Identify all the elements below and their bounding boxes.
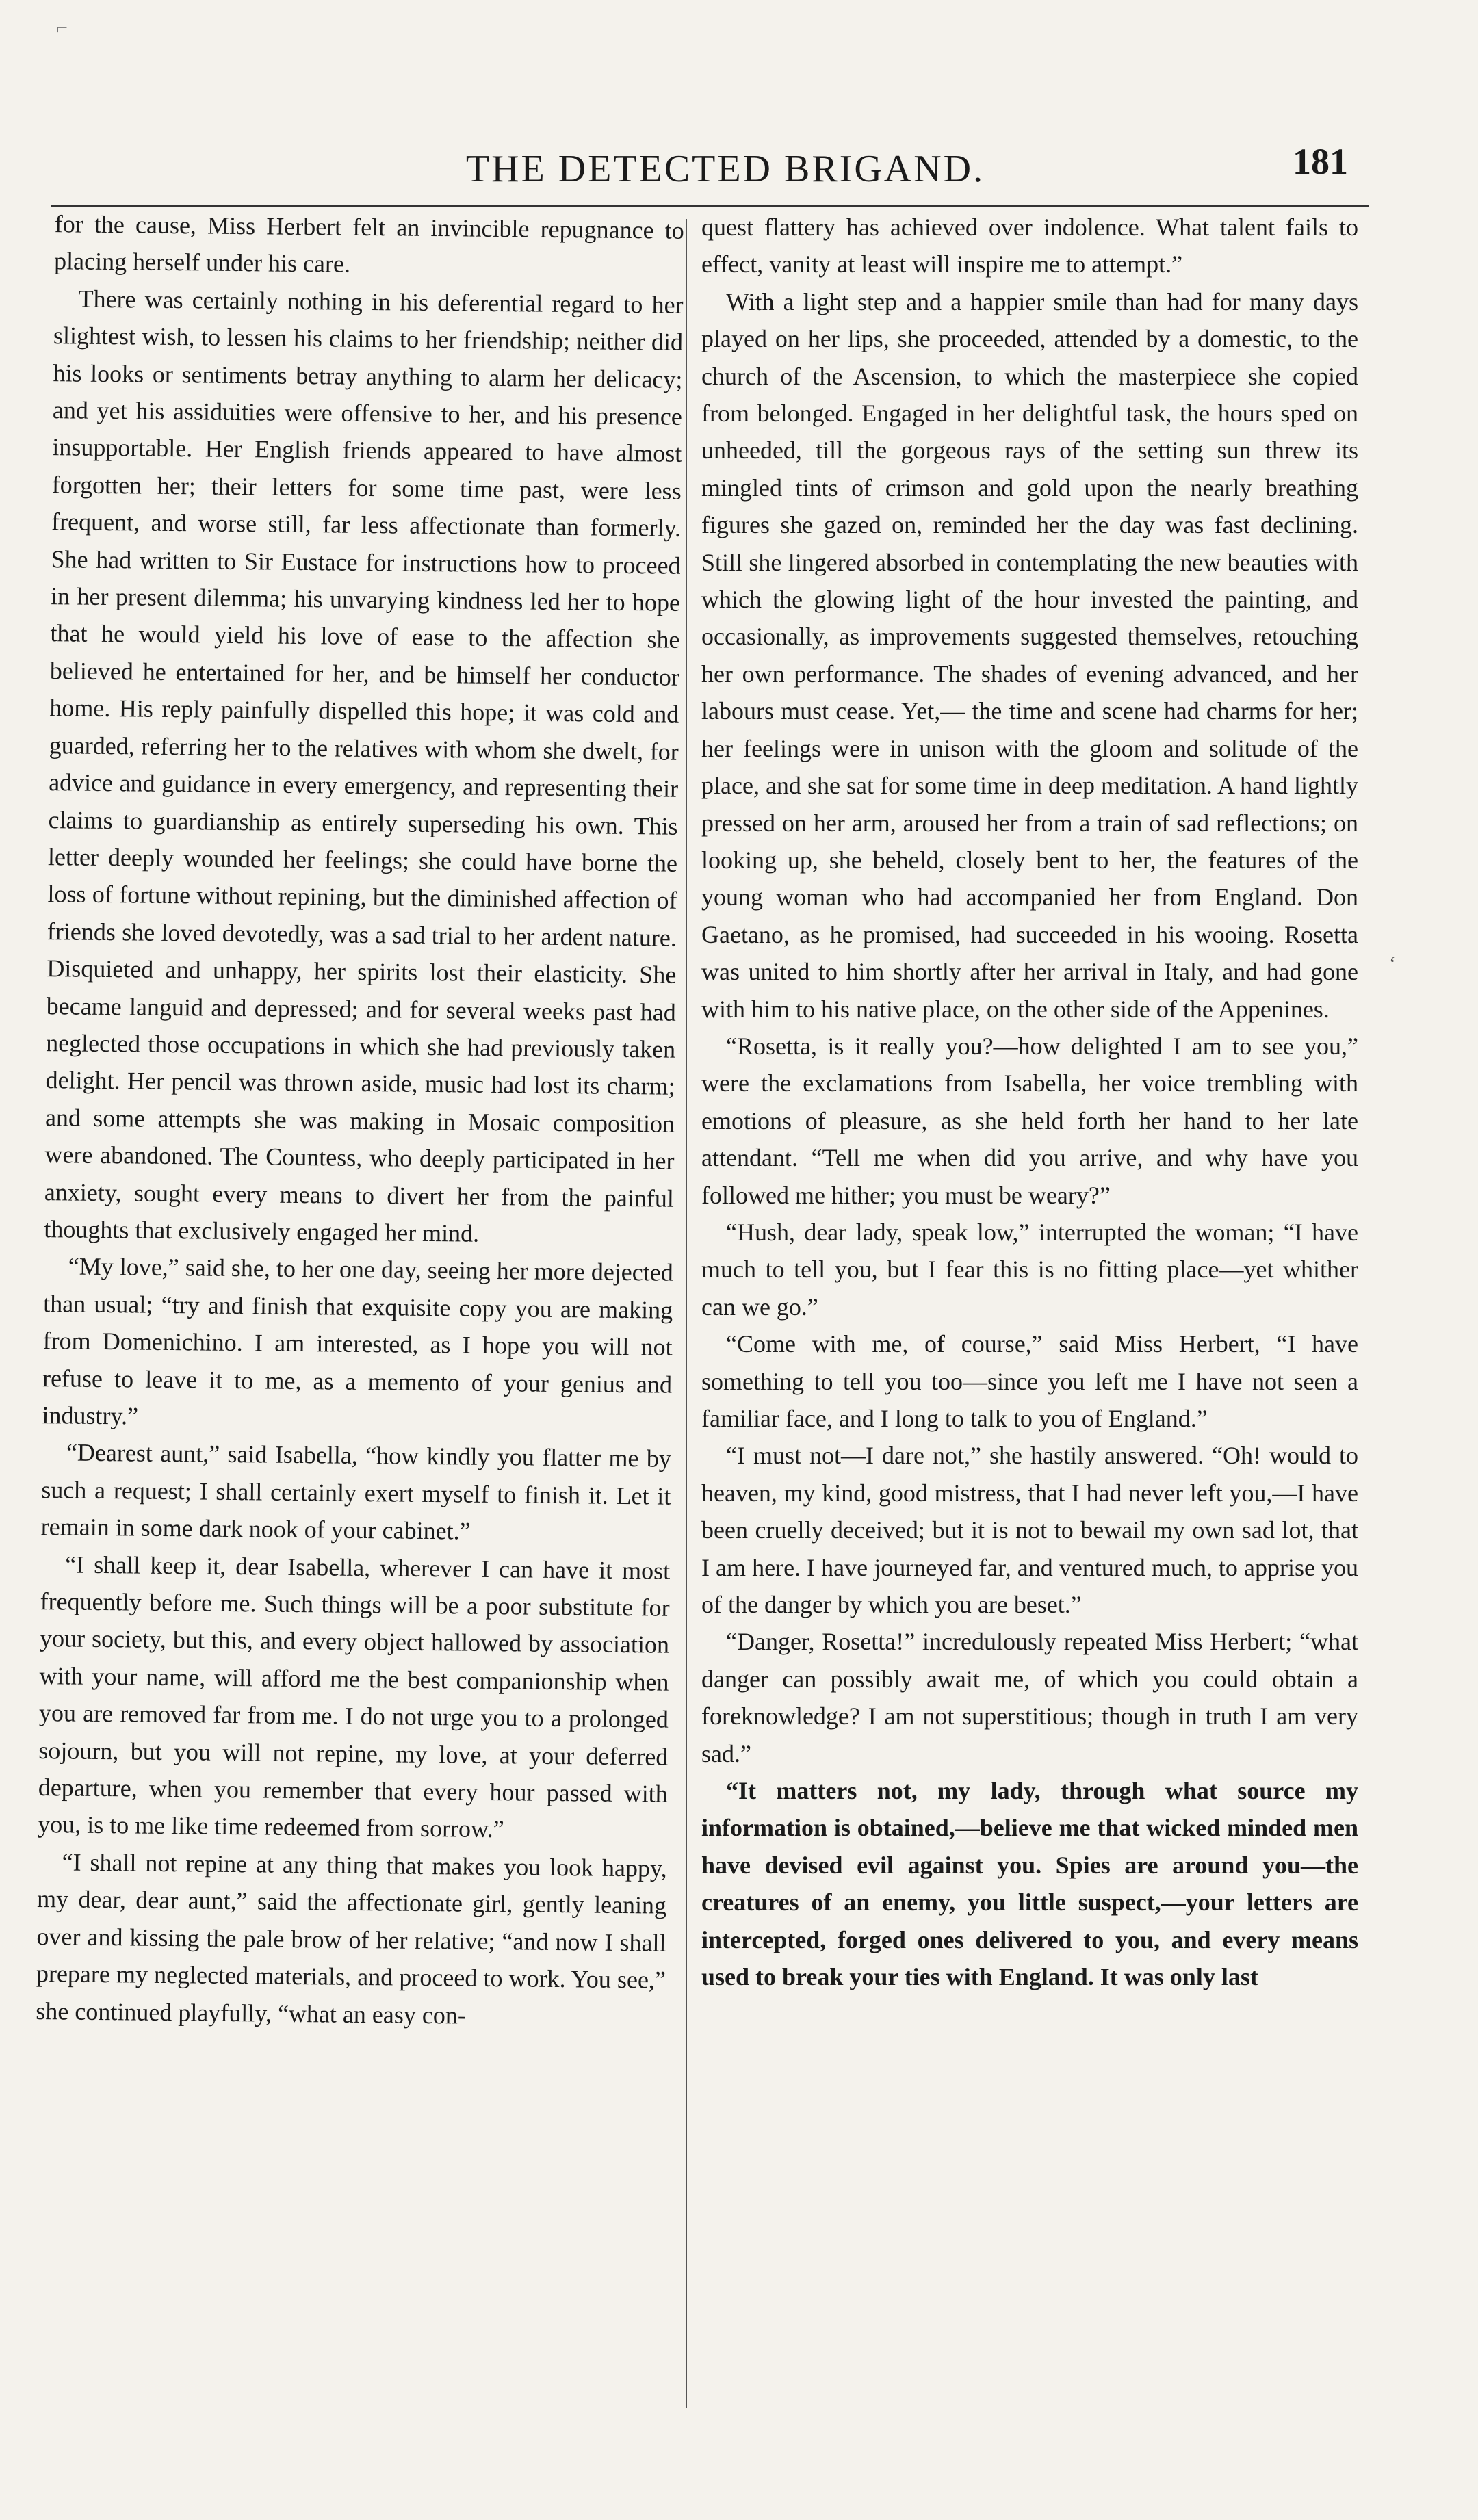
paragraph: “I must not—I dare not,” she hastily answered. “Oh! would to heaven, my kind, good mistress, that I had never left you,—I have been cruelly deceived; but it is not to bewail my own sad lot, that I am here. I have journeyed far, and ventured much, to apprise you of the danger by which you are beset.” bbox=[701, 1442, 1358, 1619]
paragraph: “Danger, Rosetta!” incredulously repeated Miss Herbert; “what danger can possibly await me, of which you could obtain a foreknowledge? I am not superstitious; though in truth I am very sad.” bbox=[701, 1628, 1358, 1767]
right-column bbox=[701, 209, 1358, 2412]
corner-smudge: ⌐ bbox=[56, 16, 68, 39]
paragraph: quest flattery has achieved over indolence. What talent fails to effect, vanity at least will inspire me to attempt.” bbox=[701, 213, 1358, 278]
paragraph: “Hush, dear lady, speak low,” interrupted the woman; “I have much to tell you, but I fear this is no fitting place—yet whither can we go.” bbox=[701, 1218, 1358, 1321]
page-header bbox=[82, 141, 1369, 202]
paragraph: “I shall not repine at any thing that makes you look happy, my dear, dear aunt,” said the affectionate girl, gently leaning over and kissing the pale brow of her relative; “and now I shall prepare my neglected materials, and proceed to work. You see,” she continued playfully, “what an easy con- bbox=[36, 1848, 667, 2029]
paragraph: “Dearest aunt,” said Isabella, “how kindly you flatter me by such a request; I shall certainly exert myself to finish it. Let it remain in some dark nook of your cabinet.” bbox=[40, 1438, 672, 1545]
running-title: THE DETECTED BRIGAND. bbox=[465, 148, 985, 190]
paragraph: There was certainly nothing in his deferential regard to her slightest wish, to lessen his claims to her friendship; neither did his looks or sentiments betray anything to alarm her delicacy; and yet his assiduities were offensive to her, and his presence insupportable. Her English friends appeared to have almost forgotten her; their letters for some time past, were less frequent, and worse still, far less affectionate than formerly. She had written to Sir Eustace for instructions how to proceed in her present dilemma; his unvarying kindness led her to hope that he would yield his love of ease to the affection she believed he entertained for her, and be himself her conductor home. His reply painfully dispelled this hope; it was cold and guarded, referring her to the relatives with whom she dwelt, for advice and guidance in every emergency, and representing their claims to guardianship as entirely superseding his own. This letter deeply wounded her feelings; she could have borne the loss of fortune without repining, but the diminished affection of friends she loved devotedly, was a sad trial to her ardent nature. Disquieted and unhappy, her spirits lost their elasticity. She became languid and depressed; and for several weeks past had neglected those occupations in which she had previously taken delight. Her pencil was thrown aside, music had lost its charm; and some attempts she was making in Mosaic composition were abandoned. The Countess, who deeply participated in her anxiety, sought every means to divert her from the painful thoughts that exclusively engaged her mind. bbox=[44, 285, 684, 1247]
column-divider bbox=[686, 219, 687, 2408]
paragraph: “Rosetta, is it really you?—how delighted I am to see you,” were the exclamations from Isabella, her voice trembling with emotions of pleasure, as she held forth her hand to her late attendant. “Tell me when did you arrive, and why have you followed me hither; you must be weary?” bbox=[701, 1032, 1358, 1209]
paragraph: “It matters not, my lady, through what source my information is obtained,—believe me that wicked minded men have devised evil against you. Spies are around you—the creatures of an enemy, you little suspect,—your letters are intercepted, forged ones delivered to you, and every means used to break your ties with England. It was only last bbox=[701, 1777, 1358, 1991]
paragraph: for the cause, Miss Herbert felt an invincible repugnance to placing herself under his care. bbox=[53, 210, 684, 278]
left-column bbox=[31, 205, 684, 2415]
paragraph: “My love,” said she, to her one day, seeing her more dejected than usual; “try and finish that exquisite copy you are making from Domenichino. I am interested, as I hope you will not refuse to leave it to me, as a memento of your genius and industry.” bbox=[42, 1252, 673, 1430]
margin-mark: ‘ bbox=[1389, 952, 1396, 975]
paragraph: “Come with me, of course,” said Miss Herbert, “I have something to tell you too—since you left me I have not seen a familiar face, and I long to talk to you of England.” bbox=[701, 1330, 1358, 1432]
paragraph: “I shall keep it, dear Isabella, wherever I can have it most frequently before me. Such things will be a poor substitute for your society, but this, and every object hallowed by association with your name, will afford me the best companionship when you are removed far from me. I do not urge you to a prolonged sojourn, but you will not repine, my love, at your deferred departure, when you remember that every hour passed with you, is to me like time redeemed from sorrow.” bbox=[38, 1550, 671, 1843]
paragraph: With a light step and a happier smile than had for many days played on her lips, she proceeded, attended by a domestic, to the church of the Ascension, to which the masterpiece she copied from belonged. Engaged in her delightful task, the hours sped on unheeded, till the gorgeous rays of the setting sun threw its mingled tints of crimson and gold upon the nearly breathing figures she gazed on, reminded her the day was fast declining. Still she lingered absorbed in contemplating the new beauties with which the glowing light of the hour invested the painting, and occasionally, as improvements suggested themselves, retouching her own performance. The shades of evening advanced, and her labours must cease. Yet,— the time and scene had charms for her; her feelings were in unison with the gloom and solitude of the place, and she sat for some time in deep meditation. A hand lightly pressed on her arm, aroused her from a train of sad reflections; on looking up, she beheld, closely bent to her, the features of the young woman who had accompanied her from England. Don Gaetano, as he promised, had succeeded in his wooing. Rosetta was united to him shortly after her arrival in Italy, and had gone with him to his native place, on the other side of the Appenines. bbox=[701, 287, 1358, 1023]
page-number: 181 bbox=[1293, 141, 1348, 182]
header-rule bbox=[51, 205, 1369, 207]
